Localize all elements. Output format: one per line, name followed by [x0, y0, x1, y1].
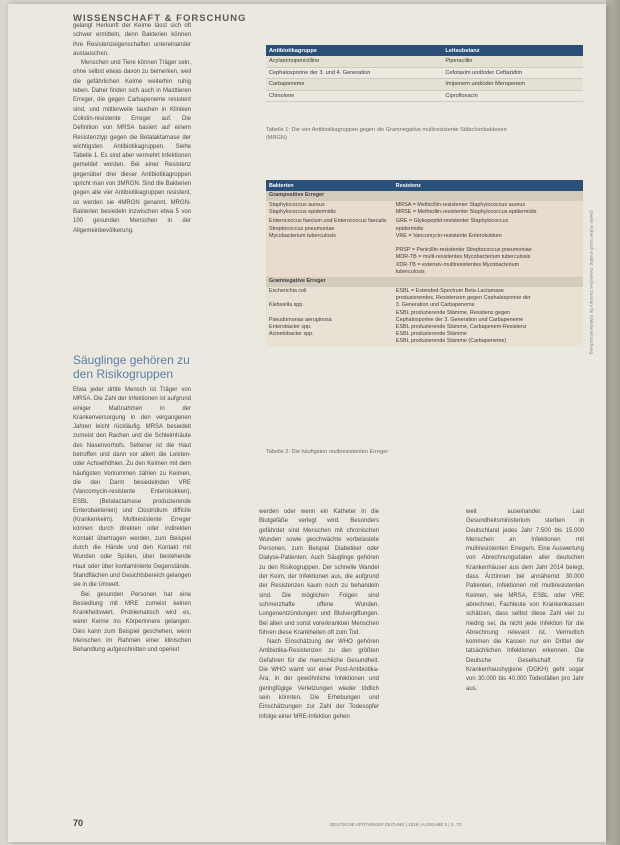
lead-substance-cell: Cefotaxim und/oder Ceftazidim [442, 67, 583, 79]
table1-caption: Tabelle 1: Die vier Antibiotikagruppen gegen die Gramnegative multiresistente Stäbchenbakterien (MRGN) [266, 127, 507, 141]
resistance-cell: GRE = Glykopeptid-resistenter Staphylococcus epidermidis VRE = Vancomycin-resistente Enterokokken PRSP = Penicillin-resistenter Streptococcus pneumoniae MDR-TB = multi-resistentes Mycobacterium tuberculosis XDR-TB = extensiv-multiresistentes Mycobacterium tuberculosis [393, 217, 583, 277]
column-1-top [73, 22, 191, 236]
body-paragraph: Bei gesunden Personen hat eine Besiedlung mit MRE zumeist keinen Krankheitswert. Problematisch wird es, wenn Keime ins Körperinnere gelangen. Dies kann zum Beispiel geschehen, wenn Menschen im Rahmen einer klinischen Behandlung aufgeschnitten und operiert [73, 591, 191, 654]
bacteria-cell: Escherichia coli Klebsiella spp. Pseudomonas aeruginosa Enterobacter spp. Acinetobacter spp. [266, 287, 393, 347]
table-row [266, 287, 583, 347]
column-2 [259, 508, 379, 722]
table2-header-resistance: Resistenz [393, 180, 583, 191]
table-row [266, 217, 583, 277]
antibiotic-group-cell: Acylaminopenicilline [266, 56, 442, 67]
table2-group-grampositive: Grampositive Erreger [266, 191, 583, 201]
antibiotic-group-cell: Carbapeneme [266, 79, 442, 91]
body-paragraph: Nach Einschätzung der WHO gehören Antibiotika-Resistenzen zu den größten Gefahren für die menschliche Gesundheit. Die WHO warnt vor einer Post-Antibiotika-Ära, in der gewöhnliche Infektionen und geringfügige Verletzungen wieder tödlich sein könnten. Die Erhebungen und Einschätzungen zur Zahl der Todesopfer infolge einer MRE-Infektion gehen [259, 639, 379, 720]
bacteria-cell: Enterococcus faecium und Enterococcus faecalis Streptococcus pneumoniae Mycobacterium tuberculosis [266, 217, 393, 277]
table1-header-substance: Leitsubstanz [442, 45, 583, 56]
section-heading: Säuglinge gehören zu den Risikogruppen [73, 353, 190, 381]
multiresistant-pathogens-table [266, 180, 583, 347]
lead-substance-cell: Imipenem und/oder Meropenem [442, 79, 583, 91]
page-number: 70 [73, 818, 84, 828]
lead-substance-cell: Piperacillin [442, 56, 583, 67]
table-row [266, 56, 583, 67]
table2-group-gramnegative: Gramnegative Erreger [266, 277, 583, 287]
table1-header-group: Antibiotikagruppe [266, 45, 442, 56]
table2-header-bacteria: Bakterien [266, 180, 393, 191]
table-row [266, 90, 583, 102]
body-paragraph: gelangt Herkunft der Keime lässt sich oft schwer ermitteln, denn Bakterien können ihre Resistenzeigenschaften untereinander austauschen. [73, 23, 191, 57]
body-paragraph: Etwa jeder dritte Mensch ist Träger von MRSA. Die Zahl der Infektionen ist aufgrund einiger Maßnahmen in der Krankenversorgung in den vergangenen Jahren leicht rückläufig. MRSA besiedelt zumeist den Rachen und die Schleimhäute des Nasenvorhofs. Seltener ist die Haut betroffen und dann vor allem die Leisten- oder Achselhöhlen. Zu den Keimen mit dem häufigsten Vorkommen zählen zu Keimen, die den Darm besiedelnden VRE (Vancomycin-resistente Enterokokken), ESBL (Betalactamase produzierende Enterobakterien) und Clostridium difficile (Krankenkeim). Multiresistente Erreger können durch direkten oder indirekten Kontakt übertragen werden, zum Beispiel durch die Hände und den Kontakt mit Wunden oder Spülen, über bestehende Haut oder über kontaminierte Gegenstände. Standflächen und Gesichtsbereich gelangen sie in die Umwelt. [73, 387, 191, 589]
page-spine [606, 0, 620, 845]
column-3 [466, 508, 584, 694]
table-row [266, 201, 583, 217]
column-1-bottom [73, 386, 191, 656]
antibiotic-group-cell: Chinolone [266, 90, 442, 102]
body-paragraph: weit auseinander. Laut Gesundheitsministerium sterben in Deutschland jedes Jahr 7.500 bis 15.000 Menschen an Infektionen mit multiresistenten Erregern. Eine Auswertung von Abrechnungsdaten aller deutschen Krankenhäuser aus dem Jahr 2014 belegt, dass Ärztinnen bei annähernd 30.000 Patienten, Infektionen mit multiresistenten Keimen, wie MRSA, ESBL oder VRE abrechnen, Fachleute von Krankenkassen schätzen, dass selbst diese Zahl viel zu niedrig sei, da nicht jede Infektion für die Abrechnung relevant ist. Vermutlich kommen die Kassen nur ein Drittel der tatsächlichen Infektionen erkennen. Die Deutsche Gesellschaft für Krankenhaushygiene (DGKH) geht sogar von 30.000 bis 40.000 Todesfällen pro Jahr aus. [466, 509, 584, 692]
antibiotic-group-cell: Cephalosporine der 3. und 4. Generation [266, 67, 442, 79]
page-footer: DEUTSCHE APOTHEKER ZEITUNG | 2019 | AUSGABE 5 | S. 70 [330, 822, 462, 827]
resistance-cell: MRSA = Methicillin-resistenter Staphylococcus aureus MRSE = Methicillin-resistenter Staphylococcus epidermidis [393, 201, 583, 217]
table-row [266, 67, 583, 79]
table-row [266, 79, 583, 91]
table2-caption: Tabelle 2: Die häufigsten multiresistenten Erreger [266, 449, 389, 455]
section-title: WISSENSCHAFT & FORSCHUNG [73, 13, 247, 24]
bacteria-cell: Staphylococcus aureus Staphylococcus epidermidis [266, 201, 393, 217]
antibiotic-groups-table [266, 45, 583, 102]
lead-substance-cell: Ciprofloxacin [442, 90, 583, 102]
resistance-cell: ESBL = Extended-Spectrum Beta-Lactamase produzierendes, Resistenzen gegen Cephalosporine der 3. Generation und Carbapeneme ESBL produzierende Stämme, Resistenz gegen Cephalosporine der 3. Generation und Carbapeneme ESBL produzierende Stämme, Carbapenem-Resistenz ESBL produzierende Stämme ESBL produzierende Stämme (Carbapeneme) [393, 287, 583, 347]
body-paragraph: Menschen und Tiere können Träger sein, ohne selbst etwas davon zu bemerken, weil die gefährlichen Keime weiterhin ruhig leben. Daher finden sich auch in Masttieren Erreger, die gegen Carbapeneme resistent sind, und mittlerweile tauchen in Kliniken Colistin-resistente Erreger auf. Die Definition von MRSA basiert auf einem Resistenztyp gegen die Betalaktamase der wichtigsten Antibiotikagruppen. Siehe Tabelle 1. Es sind aber vermehrt Infektionen gemeldet worden. Bei einer Resistenz gegenüber drei dieser Antibiotikagruppen spricht man von 3MRGN. Sind die Bakterien gegen alle vier Antibiotikagruppen resistent, so werden sie 4MRGN genannt. MRGN-Bakterien besiedeln inzwischen etwa 5 von 100 gesunden Menschen in der Allgemeinbevölkerung. [73, 60, 191, 234]
body-paragraph: werden oder wenn ein Katheter in die Blutgefäße verlegt wird. Besonders gefährdet sind Menschen mit chronischen Wunden sowie geschwächte vorbelastete Personen, zum Beispiel Diabetiker oder Dialyse-Patienten. Auch Säuglinge gehören zu den Risikogruppen. Der schnelle Wandel der Keim, der Infektionen aus, die aufgrund der Resistenzen kaum noch zu behandeln sind. Die möglichen Folgen sind schmerzhafte offene Wunden, Lungenentzündungen und Blutvergiftungen. Bei alten und sonst vorerkrankten Menschen führen diese Krankheiten oft zum Tod. [259, 509, 379, 636]
source-note: Quelle: Robert Koch-Institut, Deutsches Zentrum für Infektionsforschung [589, 210, 594, 354]
